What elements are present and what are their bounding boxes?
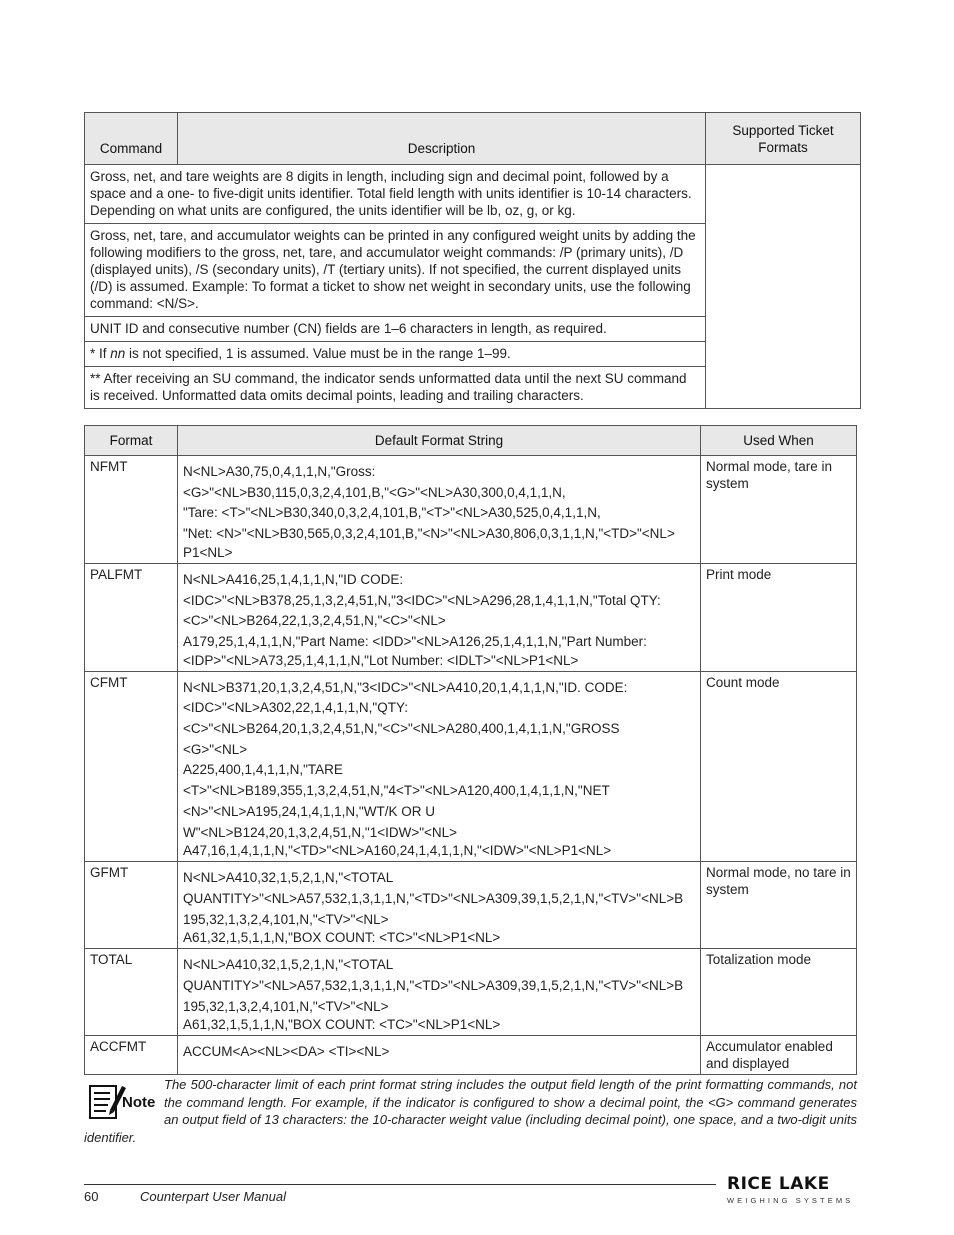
footnote-prefix: * If (90, 346, 111, 361)
format-table-body (85, 456, 857, 1075)
page-number: 60 (84, 1189, 99, 1204)
format-string-cell (178, 862, 701, 949)
format-name-cell: ACCFMT (85, 1036, 178, 1075)
supported-formats-cell (706, 165, 861, 409)
description-unit-id: UNIT ID and consecutive number (CN) fields are 1–6 characters in length, as required. (85, 317, 706, 342)
format-string-cell (178, 563, 701, 671)
format-name-cell: PALFMT (85, 563, 178, 671)
footer-divider (84, 1184, 716, 1185)
table-row (85, 949, 857, 1036)
manual-title: Counterpart User Manual (140, 1189, 286, 1204)
table-header-row (85, 426, 857, 456)
format-string-line: A47,16,1,4,1,1,N,"<TD>"<NL>A160,24,1,4,1,1,N,"<IDW>"<NL>P1<NL> (183, 843, 612, 859)
header-supported-ticket-formats: Supported Ticket Formats (706, 113, 861, 165)
format-string-line: A61,32,1,5,1,1,N,"BOX COUNT: <TC>"<NL>P1<NL> (183, 1017, 501, 1033)
table-row (85, 862, 857, 949)
header-default-format-string: Default Format String (178, 426, 701, 456)
format-string-line: A225,400,1,4,1,1,N,"TARE (183, 762, 343, 778)
footnote-rest: is not specified, 1 is assumed. Value must be in the range 1–99. (125, 346, 511, 361)
table-row (85, 165, 861, 224)
table-row (85, 671, 857, 862)
footnote-su-command: ** After receiving an SU command, the indicator sends unformatted data until the next SU command is received. Unformatted data omits decimal points, leading and trailing characters. (85, 367, 706, 409)
description-weight-units-modifiers: Gross, net, tare, and accumulator weights can be printed in any configured weight units by adding the following modifiers to the gross, net, tare, and accumulator weight commands: /P (primary units), /D (displayed units), /S (secondary units), /T (tertiary units). If not specified, the current displayed units (/D) is assumed. Example: To format a ticket to show net weight in secondary units, use the following command: <N/S>. (85, 224, 706, 317)
used-when-cell: Print mode (701, 563, 857, 671)
format-string-line: A179,25,1,4,1,1,N,"Part Name: <IDD>"<NL>A126,25,1,4,1,1,N,"Part Number: (183, 633, 647, 649)
rice-lake-logo (724, 1172, 854, 1212)
format-string-cell (178, 671, 701, 862)
note-label: Note (122, 1094, 156, 1111)
format-string-line: <IDC>"<NL>A302,22,1,4,1,1,N,"QTY: (183, 700, 408, 716)
command-description-table (84, 112, 861, 409)
note-text-block (84, 1076, 857, 1146)
format-name-cell: TOTAL (85, 949, 178, 1036)
format-string-line: <C>"<NL>B264,20,1,3,2,4,51,N,"<C>"<NL>A280,400,1,4,1,1,N,"GROSS (183, 721, 620, 737)
table-row (85, 456, 857, 564)
header-format: Format (85, 426, 178, 456)
format-string-line: QUANTITY>"<NL>A57,532,1,3,1,1,N,"<TD>"<NL>A309,39,1,5,2,1,N,"<TV>"<NL>B (183, 978, 684, 994)
format-string-line: "Tare: <T>"<NL>B30,340,0,3,2,4,101,B,"<T>"<NL>A30,525,0,4,1,1,N, (183, 505, 601, 521)
format-string-line: P1<NL> (183, 544, 233, 560)
format-string-line: <T>"<NL>B189,355,1,3,2,4,51,N,"4<T>"<NL>A120,400,1,4,1,1,N,"NET (183, 783, 610, 799)
format-string-line: N<NL>B371,20,1,3,2,4,51,N,"3<IDC>"<NL>A410,20,1,4,1,1,N,"ID. CODE: (183, 679, 628, 695)
format-string-line: <G>"<NL>B30,115,0,3,2,4,101,B,"<G>"<NL>A30,300,0,4,1,1,N, (183, 484, 566, 500)
format-string-line: "Net: <N>"<NL>B30,565,0,3,2,4,101,B,"<N>"<NL>A30,806,0,3,1,1,N,"<TD>"<NL> (183, 526, 675, 542)
format-string-line: QUANTITY>"<NL>A57,532,1,3,1,1,N,"<TD>"<NL>A309,39,1,5,2,1,N,"<TV>"<NL>B (183, 890, 684, 906)
format-name-cell: CFMT (85, 671, 178, 862)
header-description: Description (178, 113, 706, 165)
format-string-line: <N>"<NL>A195,24,1,4,1,1,N,"WT/K OR U (183, 803, 435, 819)
format-string-cell (178, 456, 701, 564)
format-string-table (84, 425, 857, 1075)
format-string-line: A61,32,1,5,1,1,N,"BOX COUNT: <TC>"<NL>P1<NL> (183, 930, 501, 946)
used-when-cell: Totalization mode (701, 949, 857, 1036)
format-string-line: N<NL>A410,32,1,5,2,1,N,"<TOTAL (183, 957, 394, 973)
format-string-line: <IDP>"<NL>A73,25,1,4,1,1,N,"Lot Number: <IDLT>"<NL>P1<NL> (183, 652, 579, 668)
footnote-nn (85, 342, 706, 367)
format-string-line: <G>"<NL> (183, 741, 248, 757)
format-string-line: N<NL>A410,32,1,5,2,1,N,"<TOTAL (183, 870, 394, 886)
logo-subtext: WEIGHING SYSTEMS (727, 1196, 854, 1205)
format-string-line: ACCUM<A><NL><DA> <TI><NL> (183, 1044, 390, 1060)
format-string-line: N<NL>A416,25,1,4,1,1,N,"ID CODE: (183, 571, 404, 587)
format-string-line: N<NL>A30,75,0,4,1,1,N,"Gross: (183, 464, 376, 479)
header-used-when: Used When (701, 426, 857, 456)
header-command: Command (85, 113, 178, 165)
used-when-cell: Accumulator enabled and displayed (701, 1036, 857, 1075)
used-when-cell: Count mode (701, 671, 857, 862)
used-when-cell: Normal mode, no tare in system (701, 862, 857, 949)
format-string-line: W"<NL>B124,20,1,3,2,4,51,N,"1<IDW>"<NL> (183, 824, 458, 840)
table-row (85, 563, 857, 671)
footnote-term: nn (110, 346, 126, 361)
note-text: The 500-character limit of each print format string includes the output field length of the print formatting commands, not the command length. For example, if the indicator is configured to show a decimal point, the <G> command generates an output field of 13 characters: the 10-character weight value (including decimal point), one space, and a two-digit units identifier. (84, 1077, 857, 1145)
used-when-cell: Normal mode, tare in system (701, 456, 857, 564)
format-string-line: <IDC>"<NL>B378,25,1,3,2,4,51,N,"3<IDC>"<NL>A296,28,1,4,1,1,N,"Total QTY: (183, 592, 661, 608)
format-string-line: 195,32,1,3,2,4,101,N,"<TV>"<NL> (183, 998, 389, 1014)
table-header-row (85, 113, 861, 165)
format-name-cell: NFMT (85, 456, 178, 564)
format-string-line: <C>"<NL>B264,22,1,3,2,4,51,N,"<C>"<NL> (183, 613, 446, 629)
description-weights-length: Gross, net, and tare weights are 8 digits in length, including sign and decimal point, followed by a space and a one- to five-digit units identifier. Total field length with units identifier is 10-14 characters. Depending on what units are configured, the units identifier will be lb, oz, g, or kg. (85, 165, 706, 224)
format-name-cell: GFMT (85, 862, 178, 949)
logo-text: RICE LAKE (727, 1174, 830, 1194)
format-string-cell (178, 1036, 701, 1075)
format-string-cell (178, 949, 701, 1036)
table-row (85, 1036, 857, 1075)
format-string-line: 195,32,1,3,2,4,101,N,"<TV>"<NL> (183, 911, 389, 927)
